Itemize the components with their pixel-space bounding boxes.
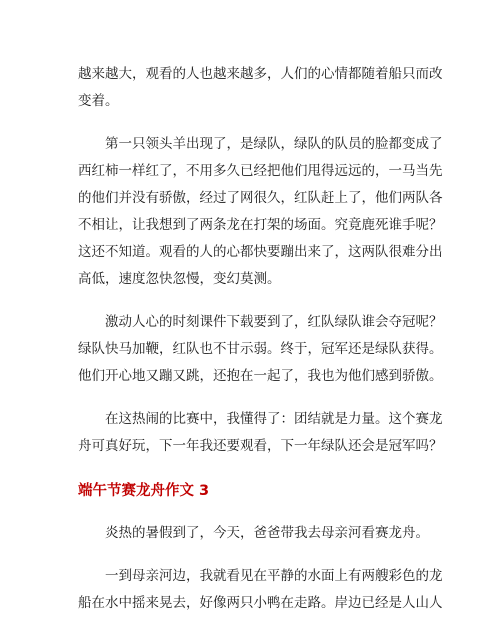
section-heading: 端午节赛龙舟作文 3 bbox=[78, 483, 210, 499]
text-line: 西红柿一样红了，不用多久已经把他们甩得远远的，一马当先 bbox=[78, 163, 443, 179]
text-line: 高低，速度忽快忽慢，变幻莫测。 bbox=[78, 271, 281, 287]
text-line: 一到母亲河边，我就看见在平静的水面上有两艘彩色的龙 bbox=[105, 568, 443, 584]
text-line: 激动人心的时刻课件下载要到了，红队绿队谁会夺冠呢？ bbox=[105, 314, 443, 330]
paragraph-6 bbox=[78, 563, 443, 617]
text-line: 第一只领头羊出现了，是绿队，绿队的队员的脸都变成了 bbox=[105, 136, 443, 152]
text-line: 越来越大，观看的人也越来越多，人们的心情都随着船只而改 bbox=[78, 66, 443, 82]
paragraph-2 bbox=[78, 131, 443, 293]
document-content bbox=[78, 61, 443, 633]
text-line: 绿队快马加鞭，红队也不甘示弱。终于，冠军还是绿队获得。 bbox=[78, 341, 443, 357]
text-line: 舟可真好玩，下一年我还要观看，下一年绿队还会是冠军吗？ bbox=[78, 438, 443, 454]
text-line: 他们开心地又蹦又跳，还抱在一起了，我也为他们感到骄傲。 bbox=[78, 368, 443, 384]
text-line: 变着。 bbox=[78, 93, 119, 109]
text-line: 这还不知道。观看的人的心都快要蹦出来了，这两队很难分出 bbox=[78, 244, 443, 260]
text-line: 的他们并没有骄傲，经过了网很久，红队赶上了，他们两队各 bbox=[78, 190, 443, 206]
text-line: 炎热的暑假到了，今天，爸爸带我去母亲河看赛龙舟。 bbox=[105, 525, 429, 541]
paragraph-1 bbox=[78, 61, 443, 115]
text-line: 船在水中摇来晃去，好像两只小鸭在走路。岸边已经是人山人 bbox=[78, 595, 443, 611]
text-line: 不相让，让我想到了两条龙在打架的场面。究竟鹿死谁手呢？ bbox=[78, 217, 443, 233]
text-line: 在这热闹的比赛中，我懂得了：团结就是力量。这个赛龙 bbox=[105, 411, 443, 427]
paragraph-3 bbox=[78, 309, 443, 390]
paragraph-5 bbox=[78, 520, 428, 547]
paragraph-4 bbox=[78, 406, 443, 460]
